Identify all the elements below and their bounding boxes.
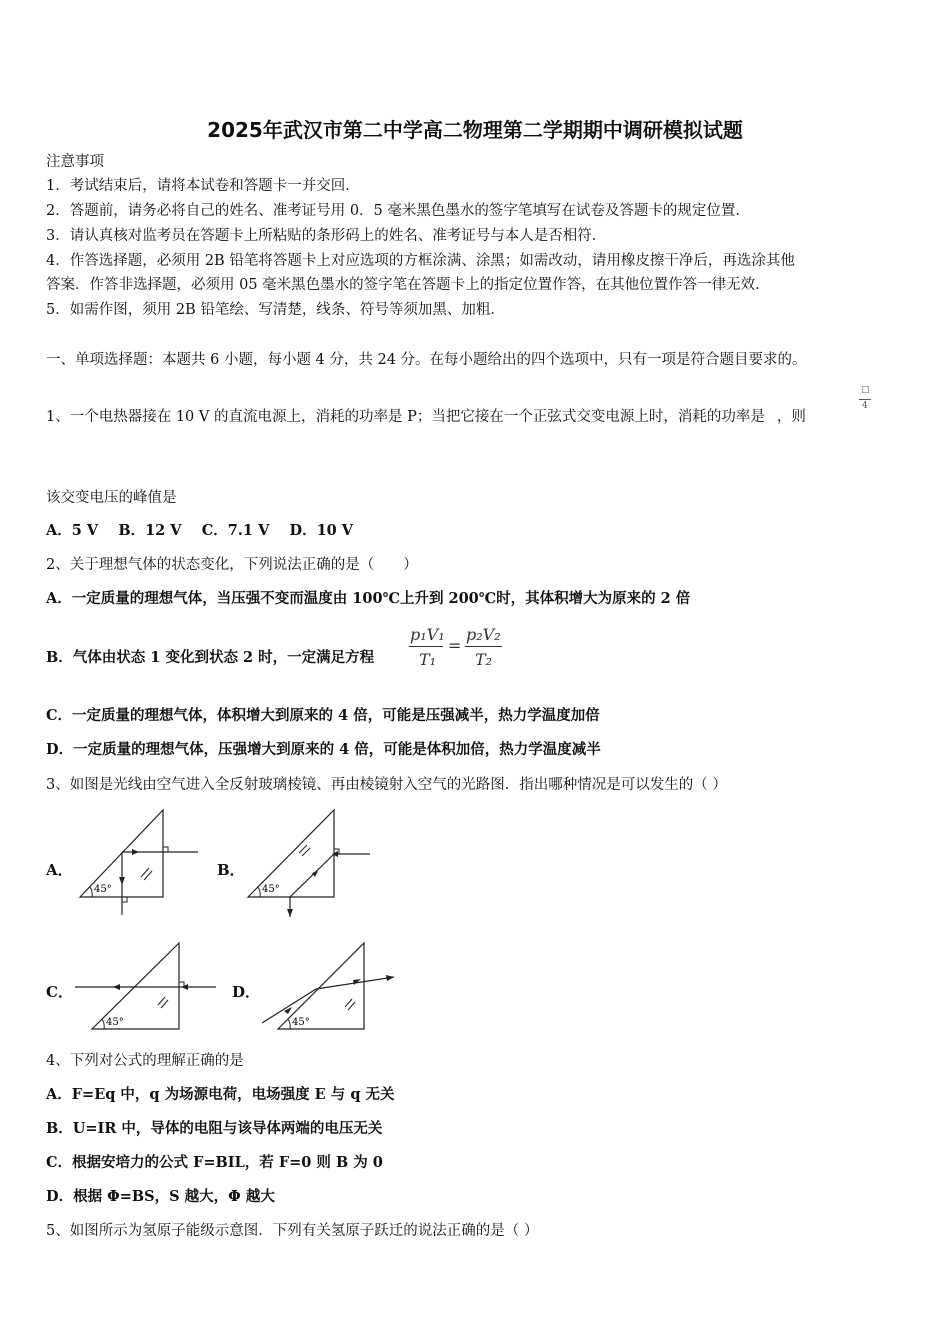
notice-item: 4．作答选择题，必须用 2B 铅笔将答题卡上对应选项的方框涂满、涂黑；如需改动，请用橡皮擦干净后，再选涂其他: [46, 253, 795, 269]
notice-item: 3．请认真核对监考员在答题卡上所粘贴的条形码上的姓名、准考证号与本人是否相符．: [46, 228, 607, 244]
q1-stem-text: 1、一个电热器接在 10 V 的直流电源上，消耗的功率是 P；当把它接在一个正弦式交变电源上时，消耗的功率是: [46, 409, 765, 425]
prism-figure-a: [70, 805, 205, 920]
q1-frac-bar: [859, 399, 871, 400]
eq-left-numerator: p₁V₁: [410, 625, 445, 644]
angle-label: 45°: [94, 884, 112, 895]
q4-stem: 4、下列对公式的理解正确的是: [46, 1053, 244, 1069]
q1-stem: [46, 407, 806, 427]
q3-label-c: C．: [46, 983, 73, 1001]
q2-option-a: A．一定质量的理想气体，当压强不变而温度由 100℃上升到 200℃时，其体积增大为原来的 2 倍: [46, 590, 691, 607]
angle-label: 45°: [262, 884, 280, 895]
q3-label-d: D．: [232, 983, 261, 1001]
q1-stem-tail: ，则: [776, 409, 806, 425]
q2-option-b: B．气体由状态 1 变化到状态 2 时，一定满足方程: [46, 649, 375, 666]
angle-label: 45°: [292, 1017, 310, 1028]
eq-right-numerator: p₂V₂: [466, 625, 501, 644]
prism-figure-c: [70, 935, 220, 1035]
notice-item: 答案．作答非选择题，必须用 05 毫米黑色墨水的签字笔在答题卡上的指定位置作答，在其他位置作答一律无效．: [46, 277, 770, 293]
q3-label-a: A．: [46, 861, 73, 879]
prism-figure-b: [240, 805, 375, 920]
section-heading: 一、单项选择题：本题共 6 小题，每小题 4 分，共 24 分。在每小题给出的四个选项中，只有一项是符合题目要求的。: [46, 352, 807, 368]
q5-stem: 5、如图所示为氢原子能级示意图．下列有关氢原子跃迁的说法正确的是（ ）: [46, 1223, 539, 1239]
q1-options: A．5 V B．12 V C．7.1 V D．10 V: [46, 522, 354, 539]
q1-frac-den: 4: [862, 401, 868, 411]
eq-left-bar: [409, 646, 443, 647]
notice-item: 1．考试结束后，请将本试卷和答题卡一并交回．: [46, 178, 360, 194]
q3-stem: 3、如图是光线由空气进入全反射玻璃棱镜、再由棱镜射入空气的光路图．指出哪种情况是可以发生的（ ）: [46, 777, 727, 793]
notice-heading: 注意事项: [46, 154, 104, 170]
q3-label-b: B．: [217, 861, 245, 879]
q1-stem2: 该交变电压的峰值是: [46, 490, 177, 506]
q4-option-c: C．根据安培力的公式 F=BIL，若 F=0 则 B 为 0: [46, 1154, 383, 1171]
q2-stem: 2、关于理想气体的状态变化，下列说法正确的是（ ）: [46, 557, 418, 573]
eq-left-denominator: T₁: [419, 650, 437, 669]
eq-right-denominator: T₂: [475, 650, 493, 669]
prism-figure-d: [258, 935, 398, 1035]
q2-option-c: C．一定质量的理想气体，体积增大到原来的 4 倍，可能是压强减半，热力学温度加倍: [46, 707, 600, 724]
q1-frac-num: □: [861, 385, 870, 395]
notice-item: 2．答题前，请务必将自己的姓名、准考证号用 0．5 毫米黑色墨水的签字笔填写在试卷及答题卡的规定位置．: [46, 203, 750, 219]
eq-sign: =: [448, 636, 462, 655]
angle-label: 45°: [106, 1017, 124, 1028]
q4-option-b: B．U=IR 中，导体的电阻与该导体两端的电压无关: [46, 1120, 383, 1137]
page-title: 2025年武汉市第二中学高二物理第二学期期中调研模拟试题: [207, 118, 743, 142]
q2-option-d: D．一定质量的理想气体，压强增大到原来的 4 倍，可能是体积加倍，热力学温度减半: [46, 741, 601, 758]
q4-option-a: A．F=Eq 中，q 为场源电荷，电场强度 E 与 q 无关: [46, 1086, 395, 1103]
eq-right-bar: [465, 646, 502, 647]
notice-item: 5．如需作图，须用 2B 铅笔绘、写清楚，线条、符号等须加黑、加粗．: [46, 302, 505, 318]
q4-option-d: D．根据 Φ=BS，S 越大，Φ 越大: [46, 1188, 275, 1205]
